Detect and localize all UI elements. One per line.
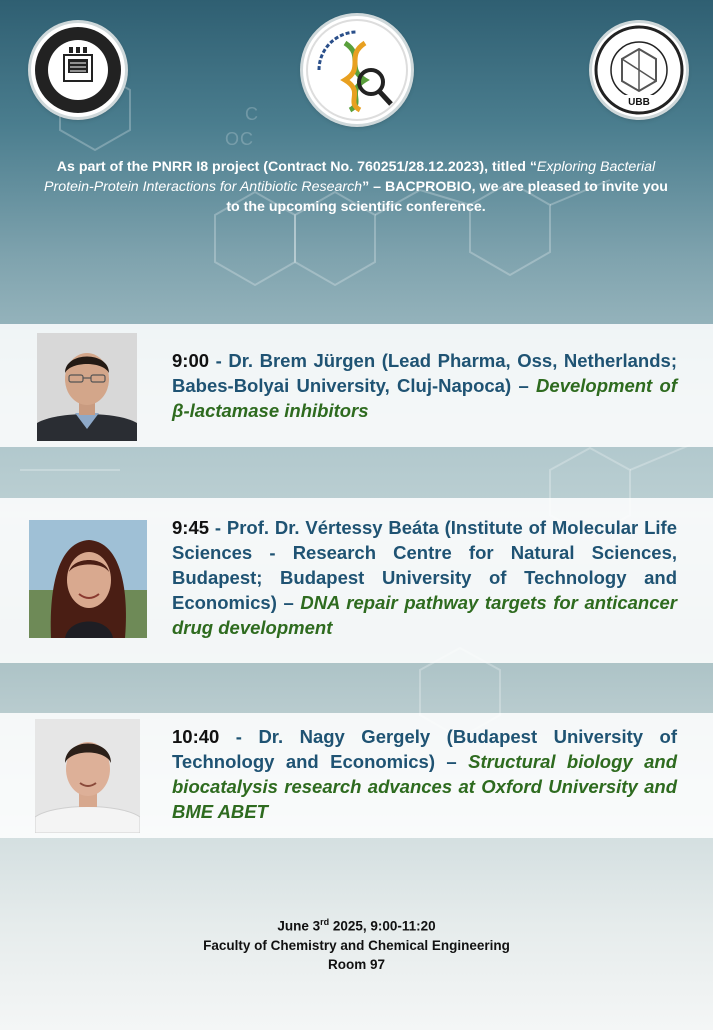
talk-title: DNA repair pathway targets for anticancer drug development	[172, 592, 677, 638]
svg-text:C: C	[245, 104, 258, 124]
talk-time: 10:40	[172, 726, 220, 747]
talk-item-2: 9:45 - Prof. Dr. Vértessy Beáta (Institute of Molecular Life Sciences - Research Centre for Natural Sciences, Budapest; Budapest University of Technology and Economics) – DNA repair pathway targets for anticancer drug development	[172, 517, 677, 638]
biocatalysis-centre-logo	[303, 16, 411, 124]
event-faculty: Faculty of Chemistry and Chemical Engineering	[203, 937, 510, 953]
svg-text:O: O	[225, 129, 240, 149]
speaker-photo-brem	[37, 333, 137, 441]
faculty-chemistry-ubb-logo	[592, 23, 686, 117]
intro-text-part1: As part of the PNRR I8 project (Contract No. 760251/28.12.2023), titled “	[56, 159, 537, 175]
talk-title: Structural biology and biocatalysis research advances at Oxford University and BME ABET	[172, 751, 678, 822]
intro-text-part2: ” – BACPROBIO, we are pleased to invite you to the upcoming scientific conference.	[226, 179, 668, 215]
talk-time: 9:45	[172, 517, 210, 538]
event-details	[0, 913, 713, 974]
ubb-university-seal-logo	[31, 23, 125, 117]
event-room: Room 97	[327, 956, 385, 972]
svg-text:C: C	[240, 129, 253, 149]
speaker-photo-nagy	[35, 719, 140, 833]
svg-text:UBB: UBB	[628, 97, 650, 108]
talk-time: 9:00	[172, 350, 210, 371]
talk-item-3: 10:40 - Dr. Nagy Gergely (Budapest University of Technology and Economics) – Structural biology and biocatalysis research advances at Oxford University and BME ABET	[172, 726, 678, 822]
project-title: Exploring Bacterial Protein-Protein Interactions for Antibiotic Research	[44, 159, 656, 195]
event-date: June 3rd 2025, 9:00-11:20	[277, 917, 436, 934]
talk-speaker: Prof. Dr. Vértessy Beáta (Institute of Molecular Life Sciences - Research Centre for Natural Sciences, Budapest; Budapest University of Technology and Economics)	[172, 517, 677, 613]
talk-title: Development of β-lactamase inhibitors	[172, 375, 677, 421]
talk-item-1: 9:00 - Dr. Brem Jürgen (Lead Pharma, Oss, Netherlands; Babes-Bolyai University, Cluj-Napoca) – Development of β-lactamase inhibitors	[172, 350, 677, 421]
talk-speaker: Dr. Nagy Gergely (Budapest University of Technology and Economics)	[172, 726, 677, 772]
talk-speaker: Dr. Brem Jürgen (Lead Pharma, Oss, Netherlands; Babes-Bolyai University, Cluj-Napoca)	[172, 350, 677, 396]
speaker-photo-vertessy	[29, 520, 147, 638]
intro-paragraph	[36, 157, 676, 217]
